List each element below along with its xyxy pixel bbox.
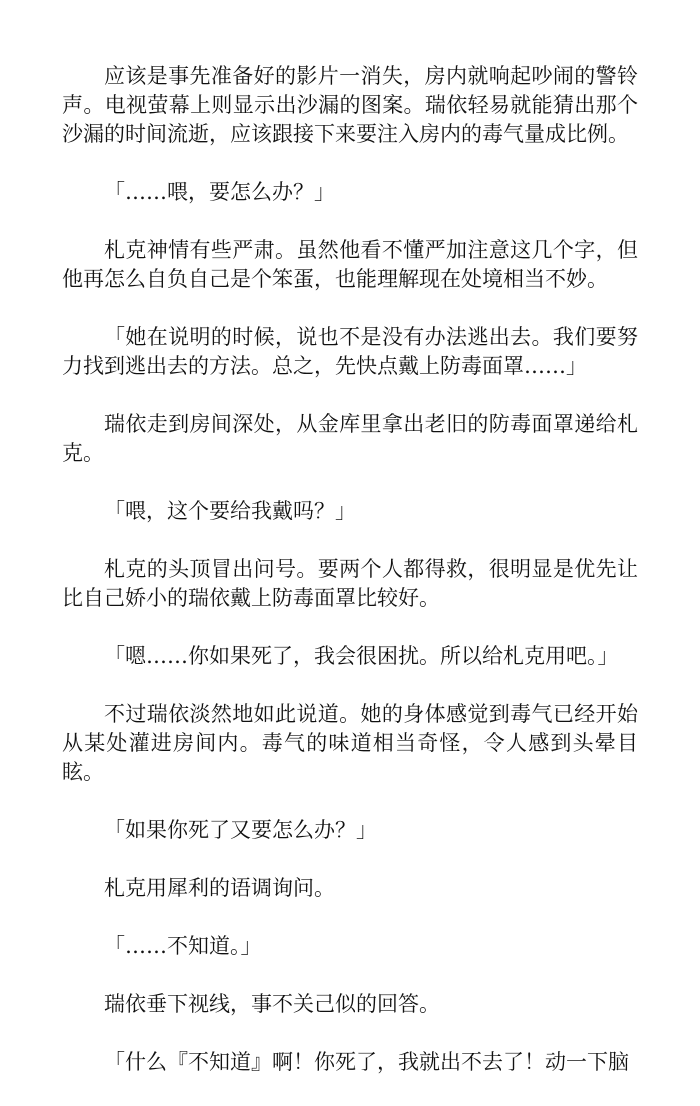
document-page — [62, 62, 638, 1106]
paragraph: 「她在说明的时候，说也不是没有办法逃出去。我们要努力找到逃出去的方法。总之，先快点戴上防毒面罩……」 — [62, 325, 638, 378]
paragraph: 不过瑞依淡然地如此说道。她的身体感觉到毒气已经开始从某处灌进房间内。毒气的味道相当奇怪，令人感到头晕目眩。 — [62, 702, 638, 784]
paragraph: 「嗯……你如果死了，我会很困扰。所以给札克用吧。」 — [104, 644, 619, 668]
paragraph: 札克神情有些严肃。虽然他看不懂严加注意这几个字，但他再怎么自负自己是个笨蛋，也能理解现在处境相当不妙。 — [62, 238, 638, 291]
paragraph: 「……喂，要怎么办？」 — [104, 180, 335, 204]
paragraph: 「……不知道。」 — [104, 934, 262, 958]
paragraph: 瑞依垂下视线，事不关己似的回答。 — [104, 992, 440, 1016]
paragraph: 札克用犀利的语调询问。 — [104, 876, 335, 900]
paragraph: 「喂，这个要给我戴吗？」 — [104, 499, 356, 523]
paragraph: 「什么『不知道』啊！你死了，我就出不去了！动一下脑 — [104, 1050, 629, 1074]
paragraph: 应该是事先准备好的影片一消失，房内就响起吵闹的警铃声。电视萤幕上则显示出沙漏的图案。瑞依轻易就能猜出那个沙漏的时间流逝，应该跟接下来要注入房内的毒气量成比例。 — [62, 64, 638, 146]
paragraph: 瑞依走到房间深处，从金库里拿出老旧的防毒面罩递给札克。 — [62, 412, 638, 465]
paragraph: 札克的头顶冒出问号。要两个人都得救，很明显是优先让比自己娇小的瑞依戴上防毒面罩比较好。 — [62, 557, 638, 610]
paragraph: 「如果你死了又要怎么办？」 — [104, 818, 377, 842]
